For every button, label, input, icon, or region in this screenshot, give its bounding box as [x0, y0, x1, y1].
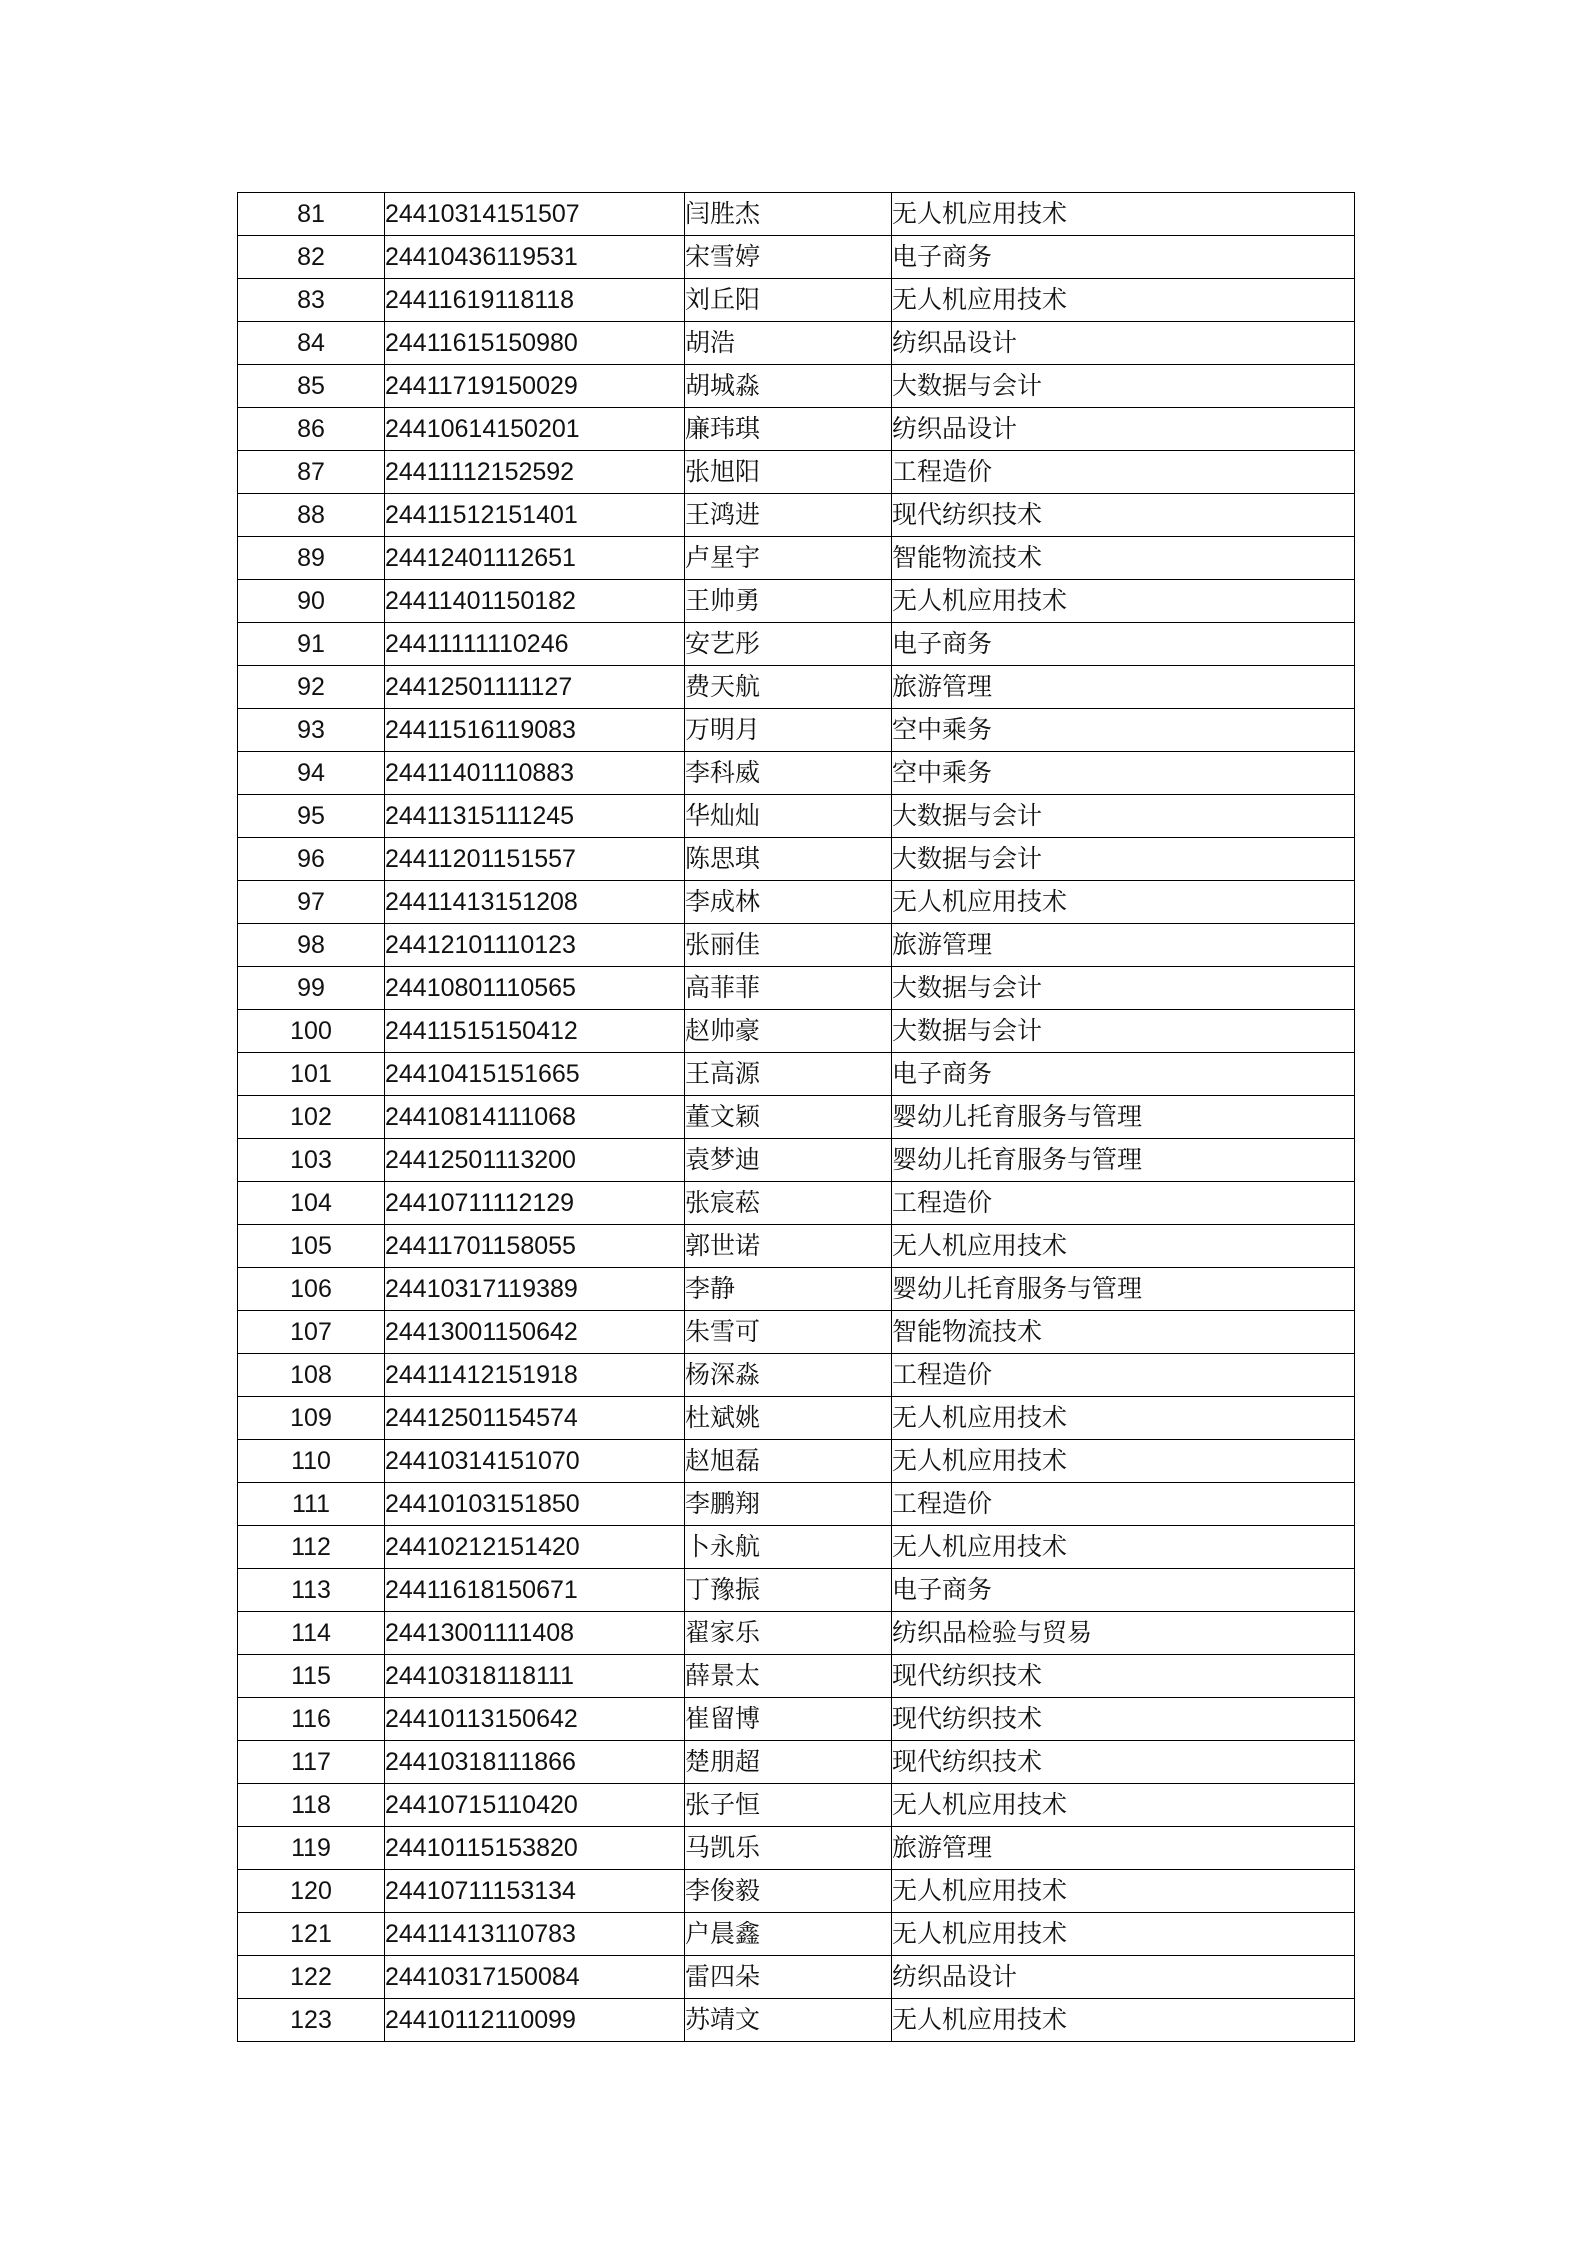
major-cell: 婴幼儿托育服务与管理	[892, 1096, 1355, 1139]
table-row	[238, 408, 1355, 451]
candidate-id-cell: 24412501154574	[385, 1397, 685, 1440]
table-row	[238, 451, 1355, 494]
student-name-cell: 宋雪婷	[685, 236, 892, 279]
table-row	[238, 881, 1355, 924]
major-cell: 空中乘务	[892, 709, 1355, 752]
student-name-cell: 赵旭磊	[685, 1440, 892, 1483]
student-name-cell: 朱雪可	[685, 1311, 892, 1354]
table-row	[238, 752, 1355, 795]
candidate-id-cell: 24410317119389	[385, 1268, 685, 1311]
student-name-cell: 丁豫振	[685, 1569, 892, 1612]
major-cell: 纺织品设计	[892, 1956, 1355, 1999]
candidate-id-cell: 24410318111866	[385, 1741, 685, 1784]
candidate-id-cell: 24411315111245	[385, 795, 685, 838]
table-row	[238, 1182, 1355, 1225]
table-row	[238, 279, 1355, 322]
row-number-cell: 85	[238, 365, 385, 408]
student-name-cell: 赵帅豪	[685, 1010, 892, 1053]
row-number-cell: 82	[238, 236, 385, 279]
row-number-cell: 83	[238, 279, 385, 322]
candidate-id-cell: 24410801110565	[385, 967, 685, 1010]
major-cell: 电子商务	[892, 236, 1355, 279]
student-name-cell: 胡浩	[685, 322, 892, 365]
student-name-cell: 费天航	[685, 666, 892, 709]
major-cell: 大数据与会计	[892, 795, 1355, 838]
candidate-id-cell: 24411619118118	[385, 279, 685, 322]
table-row	[238, 322, 1355, 365]
row-number-cell: 120	[238, 1870, 385, 1913]
major-cell: 旅游管理	[892, 1827, 1355, 1870]
major-cell: 无人机应用技术	[892, 1526, 1355, 1569]
candidate-id-cell: 24410614150201	[385, 408, 685, 451]
table-row	[238, 537, 1355, 580]
student-name-cell: 卜永航	[685, 1526, 892, 1569]
candidate-id-cell: 24410112110099	[385, 1999, 685, 2042]
student-name-cell: 王鸿进	[685, 494, 892, 537]
table-row	[238, 1225, 1355, 1268]
major-cell: 智能物流技术	[892, 537, 1355, 580]
student-name-cell: 安艺彤	[685, 623, 892, 666]
row-number-cell: 95	[238, 795, 385, 838]
table-row	[238, 1096, 1355, 1139]
student-name-cell: 张子恒	[685, 1784, 892, 1827]
major-cell: 无人机应用技术	[892, 193, 1355, 236]
table-row	[238, 1397, 1355, 1440]
row-number-cell: 92	[238, 666, 385, 709]
student-name-cell: 华灿灿	[685, 795, 892, 838]
major-cell: 无人机应用技术	[892, 1913, 1355, 1956]
student-name-cell: 杜斌姚	[685, 1397, 892, 1440]
candidate-id-cell: 24410314151070	[385, 1440, 685, 1483]
candidate-id-cell: 24413001150642	[385, 1311, 685, 1354]
row-number-cell: 98	[238, 924, 385, 967]
candidate-id-cell: 24410212151420	[385, 1526, 685, 1569]
major-cell: 大数据与会计	[892, 1010, 1355, 1053]
student-name-cell: 陈思琪	[685, 838, 892, 881]
table-row	[238, 795, 1355, 838]
table-row	[238, 1526, 1355, 1569]
student-name-cell: 李成林	[685, 881, 892, 924]
row-number-cell: 97	[238, 881, 385, 924]
table-row	[238, 580, 1355, 623]
candidate-id-cell: 24412501113200	[385, 1139, 685, 1182]
student-name-cell: 户晨鑫	[685, 1913, 892, 1956]
table-row	[238, 924, 1355, 967]
table-row	[238, 1268, 1355, 1311]
major-cell: 无人机应用技术	[892, 1784, 1355, 1827]
candidate-id-cell: 24411112152592	[385, 451, 685, 494]
row-number-cell: 93	[238, 709, 385, 752]
major-cell: 无人机应用技术	[892, 1440, 1355, 1483]
row-number-cell: 114	[238, 1612, 385, 1655]
table-row	[238, 1139, 1355, 1182]
row-number-cell: 94	[238, 752, 385, 795]
candidate-id-cell: 24410317150084	[385, 1956, 685, 1999]
student-name-cell: 李鹏翔	[685, 1483, 892, 1526]
student-name-cell: 李静	[685, 1268, 892, 1311]
table-row	[238, 1483, 1355, 1526]
table-row	[238, 1569, 1355, 1612]
row-number-cell: 116	[238, 1698, 385, 1741]
row-number-cell: 111	[238, 1483, 385, 1526]
row-number-cell: 112	[238, 1526, 385, 1569]
student-name-cell: 张宸菘	[685, 1182, 892, 1225]
candidate-id-cell: 24412101110123	[385, 924, 685, 967]
row-number-cell: 87	[238, 451, 385, 494]
candidate-id-cell: 24411516119083	[385, 709, 685, 752]
candidate-id-cell: 24411413110783	[385, 1913, 685, 1956]
candidate-id-cell: 24411201151557	[385, 838, 685, 881]
table-row	[238, 967, 1355, 1010]
table-row	[238, 1784, 1355, 1827]
student-name-cell: 胡城淼	[685, 365, 892, 408]
student-name-cell: 崔留博	[685, 1698, 892, 1741]
candidate-id-cell: 24410711112129	[385, 1182, 685, 1225]
candidate-id-cell: 24411413151208	[385, 881, 685, 924]
major-cell: 电子商务	[892, 1053, 1355, 1096]
row-number-cell: 102	[238, 1096, 385, 1139]
major-cell: 无人机应用技术	[892, 1999, 1355, 2042]
candidate-id-cell: 24410314151507	[385, 193, 685, 236]
table-row	[238, 193, 1355, 236]
major-cell: 无人机应用技术	[892, 881, 1355, 924]
candidate-id-cell: 24410318118111	[385, 1655, 685, 1698]
table-row	[238, 838, 1355, 881]
candidate-id-cell: 24413001111408	[385, 1612, 685, 1655]
candidate-id-cell: 24410113150642	[385, 1698, 685, 1741]
table-row	[238, 1698, 1355, 1741]
student-name-cell: 高菲菲	[685, 967, 892, 1010]
row-number-cell: 86	[238, 408, 385, 451]
row-number-cell: 121	[238, 1913, 385, 1956]
table-row	[238, 1010, 1355, 1053]
major-cell: 现代纺织技术	[892, 1741, 1355, 1784]
major-cell: 现代纺织技术	[892, 494, 1355, 537]
candidate-id-cell: 24411512151401	[385, 494, 685, 537]
row-number-cell: 110	[238, 1440, 385, 1483]
major-cell: 大数据与会计	[892, 838, 1355, 881]
row-number-cell: 89	[238, 537, 385, 580]
table-row	[238, 1999, 1355, 2042]
row-number-cell: 100	[238, 1010, 385, 1053]
row-number-cell: 104	[238, 1182, 385, 1225]
major-cell: 无人机应用技术	[892, 580, 1355, 623]
row-number-cell: 81	[238, 193, 385, 236]
row-number-cell: 106	[238, 1268, 385, 1311]
student-name-cell: 马凯乐	[685, 1827, 892, 1870]
student-name-cell: 张丽佳	[685, 924, 892, 967]
table-row	[238, 1827, 1355, 1870]
major-cell: 空中乘务	[892, 752, 1355, 795]
major-cell: 电子商务	[892, 623, 1355, 666]
student-name-cell: 苏靖文	[685, 1999, 892, 2042]
student-name-cell: 廉玮琪	[685, 408, 892, 451]
student-name-cell: 王帅勇	[685, 580, 892, 623]
major-cell: 旅游管理	[892, 924, 1355, 967]
major-cell: 纺织品设计	[892, 322, 1355, 365]
candidate-id-cell: 24412501111127	[385, 666, 685, 709]
row-number-cell: 119	[238, 1827, 385, 1870]
row-number-cell: 105	[238, 1225, 385, 1268]
candidate-id-cell: 24411111110246	[385, 623, 685, 666]
student-name-cell: 闫胜杰	[685, 193, 892, 236]
major-cell: 婴幼儿托育服务与管理	[892, 1268, 1355, 1311]
table-row	[238, 1053, 1355, 1096]
candidate-id-cell: 24411401150182	[385, 580, 685, 623]
table-row	[238, 1311, 1355, 1354]
candidate-id-cell: 24411618150671	[385, 1569, 685, 1612]
row-number-cell: 99	[238, 967, 385, 1010]
row-number-cell: 117	[238, 1741, 385, 1784]
candidate-id-cell: 24410436119531	[385, 236, 685, 279]
row-number-cell: 101	[238, 1053, 385, 1096]
candidate-id-cell: 24412401112651	[385, 537, 685, 580]
student-name-cell: 杨深淼	[685, 1354, 892, 1397]
major-cell: 工程造价	[892, 1182, 1355, 1225]
candidate-id-cell: 24411401110883	[385, 752, 685, 795]
row-number-cell: 122	[238, 1956, 385, 1999]
major-cell: 现代纺织技术	[892, 1698, 1355, 1741]
candidate-id-cell: 24410715110420	[385, 1784, 685, 1827]
table-row	[238, 623, 1355, 666]
major-cell: 工程造价	[892, 1354, 1355, 1397]
table-row	[238, 1870, 1355, 1913]
row-number-cell: 107	[238, 1311, 385, 1354]
row-number-cell: 96	[238, 838, 385, 881]
student-name-cell: 卢星宇	[685, 537, 892, 580]
student-table	[237, 192, 1355, 2042]
student-name-cell: 张旭阳	[685, 451, 892, 494]
candidate-id-cell: 24411615150980	[385, 322, 685, 365]
student-name-cell: 李科威	[685, 752, 892, 795]
major-cell: 电子商务	[892, 1569, 1355, 1612]
major-cell: 工程造价	[892, 451, 1355, 494]
candidate-id-cell: 24410115153820	[385, 1827, 685, 1870]
candidate-id-cell: 24411719150029	[385, 365, 685, 408]
table-row	[238, 1655, 1355, 1698]
student-name-cell: 雷四朵	[685, 1956, 892, 1999]
major-cell: 智能物流技术	[892, 1311, 1355, 1354]
candidate-id-cell: 24411412151918	[385, 1354, 685, 1397]
table-row	[238, 494, 1355, 537]
student-name-cell: 董文颖	[685, 1096, 892, 1139]
row-number-cell: 108	[238, 1354, 385, 1397]
row-number-cell: 84	[238, 322, 385, 365]
row-number-cell: 90	[238, 580, 385, 623]
major-cell: 无人机应用技术	[892, 1225, 1355, 1268]
student-name-cell: 翟家乐	[685, 1612, 892, 1655]
major-cell: 无人机应用技术	[892, 1397, 1355, 1440]
row-number-cell: 118	[238, 1784, 385, 1827]
student-name-cell: 袁梦迪	[685, 1139, 892, 1182]
candidate-id-cell: 24410103151850	[385, 1483, 685, 1526]
table-row	[238, 1741, 1355, 1784]
major-cell: 现代纺织技术	[892, 1655, 1355, 1698]
student-name-cell: 楚朋超	[685, 1741, 892, 1784]
candidate-id-cell: 24411701158055	[385, 1225, 685, 1268]
student-name-cell: 李俊毅	[685, 1870, 892, 1913]
table-row	[238, 365, 1355, 408]
candidate-id-cell: 24410814111068	[385, 1096, 685, 1139]
major-cell: 纺织品设计	[892, 408, 1355, 451]
student-name-cell: 薛景太	[685, 1655, 892, 1698]
table-row	[238, 1913, 1355, 1956]
row-number-cell: 115	[238, 1655, 385, 1698]
major-cell: 婴幼儿托育服务与管理	[892, 1139, 1355, 1182]
student-name-cell: 刘丘阳	[685, 279, 892, 322]
student-name-cell: 万明月	[685, 709, 892, 752]
table-row	[238, 709, 1355, 752]
table-row	[238, 666, 1355, 709]
row-number-cell: 91	[238, 623, 385, 666]
row-number-cell: 109	[238, 1397, 385, 1440]
row-number-cell: 123	[238, 1999, 385, 2042]
student-name-cell: 郭世诺	[685, 1225, 892, 1268]
table-row	[238, 1612, 1355, 1655]
major-cell: 无人机应用技术	[892, 279, 1355, 322]
major-cell: 纺织品检验与贸易	[892, 1612, 1355, 1655]
table-row	[238, 1956, 1355, 1999]
candidate-id-cell: 24410711153134	[385, 1870, 685, 1913]
student-name-cell: 王高源	[685, 1053, 892, 1096]
row-number-cell: 88	[238, 494, 385, 537]
major-cell: 无人机应用技术	[892, 1870, 1355, 1913]
candidate-id-cell: 24410415151665	[385, 1053, 685, 1096]
candidate-id-cell: 24411515150412	[385, 1010, 685, 1053]
table-row	[238, 1354, 1355, 1397]
student-table-body	[238, 193, 1355, 2042]
major-cell: 工程造价	[892, 1483, 1355, 1526]
table-row	[238, 1440, 1355, 1483]
major-cell: 旅游管理	[892, 666, 1355, 709]
row-number-cell: 113	[238, 1569, 385, 1612]
major-cell: 大数据与会计	[892, 967, 1355, 1010]
row-number-cell: 103	[238, 1139, 385, 1182]
major-cell: 大数据与会计	[892, 365, 1355, 408]
table-row	[238, 236, 1355, 279]
